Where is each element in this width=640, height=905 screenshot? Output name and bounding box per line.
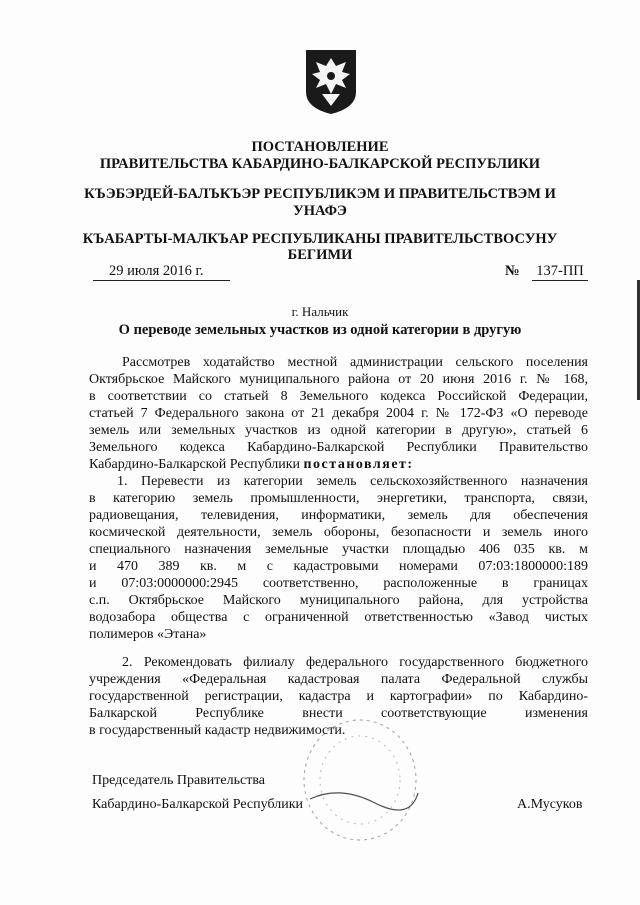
- signatory-name: А.Мусуков: [517, 797, 583, 812]
- document-number: 137-ПП: [532, 263, 588, 281]
- balkar-title-line1: КЪАБАРТЫ-МАЛКЪАР РЕСПУБЛИКАНЫ ПРАВИТЕЛЬСТВОСУНУ: [82, 231, 558, 247]
- document-date: 29 июля 2016 г.: [93, 263, 230, 281]
- number-label: №: [505, 263, 520, 279]
- body-line: с.п. Октябрьское Майского муниципального района, для устройства: [89, 593, 588, 608]
- body-line: Рассмотрев ходатайство местной администрации сельского поселения: [122, 355, 588, 370]
- body-line: Октябрьское Майского муниципального района от 20 июня 2016 г. № 168,: [89, 372, 588, 387]
- body-line: в государственный кадастр недвижимости.: [89, 723, 346, 738]
- government-name: ПРАВИТЕЛЬСТВА КАБАРДИНО-БАЛКАРСКОЙ РЕСПУБЛИКИ: [99, 156, 541, 172]
- body-line: космической деятельности, земель обороны, безопасности и земель иного: [89, 525, 588, 540]
- city: г. Нальчик: [291, 304, 349, 319]
- body-line: и 07:03:0000000:2945 соответственно, расположенные в границах: [89, 576, 588, 591]
- body-line: в соответствии со статьей 8 Земельного кодекса Российской Федерации,: [89, 389, 588, 404]
- kabardian-title-line1: КЪЭБЭРДЕЙ-БАЛЪКЪЭР РЕСПУБЛИКЭМ И ПРАВИТЕЛЬСТВЭМ И: [84, 186, 556, 202]
- kabardian-title-line2: УНАФЭ: [293, 203, 347, 219]
- body-line: статьей 7 Федерального закона от 21 декабря 2004 г. № 172-ФЗ «О переводе: [89, 406, 588, 421]
- signatory-position-line1: Председатель Правительства: [92, 773, 265, 788]
- body-line: [89, 456, 414, 473]
- body-text: Кабардино-Балкарской Республики: [89, 457, 300, 472]
- signatory-position-line2: Кабардино-Балкарской Республики: [92, 797, 303, 812]
- body-line: учреждения «Федеральная кадастровая палата Федеральной службы: [89, 672, 588, 687]
- document-subject: О переводе земельных участков из одной категории в другую: [118, 322, 522, 338]
- body-line: радиовещания, телевидения, информатики, земель для обеспечения: [89, 508, 588, 523]
- body-line: водозабора общества с ограниченной ответственностью «Завод чистых: [89, 610, 588, 625]
- body-line: и 470 389 кв. м с кадастровыми номерами 07:03:1800000:189: [89, 559, 588, 574]
- resolves-keyword: постановляет:: [303, 457, 414, 472]
- official-stamp: [300, 715, 420, 845]
- body-line: полимеров «Этана»: [89, 627, 207, 642]
- body-line: 2. Рекомендовать филиалу федерального государственного бюджетного: [122, 655, 588, 670]
- body-line: специального назначения земельные участки площадью 406 035 кв. м: [89, 542, 588, 557]
- body-line: в категорию земель промышленности, энергетики, транспорта, связи,: [89, 491, 588, 506]
- body-line: государственной регистрации, кадастра и картографии» по Кабардино-: [89, 689, 588, 704]
- document-title: ПОСТАНОВЛЕНИЕ: [251, 139, 389, 155]
- body-line: Земельного кодекса Кабардино-Балкарской Республики Правительство: [89, 440, 588, 455]
- body-line: Балкарской Республике внести соответствующие изменения: [89, 706, 588, 721]
- coat-of-arms-emblem: [302, 48, 360, 116]
- body-line: земель или земельных участков из одной категории в другую», статьей 6: [89, 423, 588, 438]
- balkar-title-line2: БЕГИМИ: [287, 247, 353, 263]
- body-line: 1. Перевести из категории земель сельскохозяйственного назначения: [117, 474, 588, 489]
